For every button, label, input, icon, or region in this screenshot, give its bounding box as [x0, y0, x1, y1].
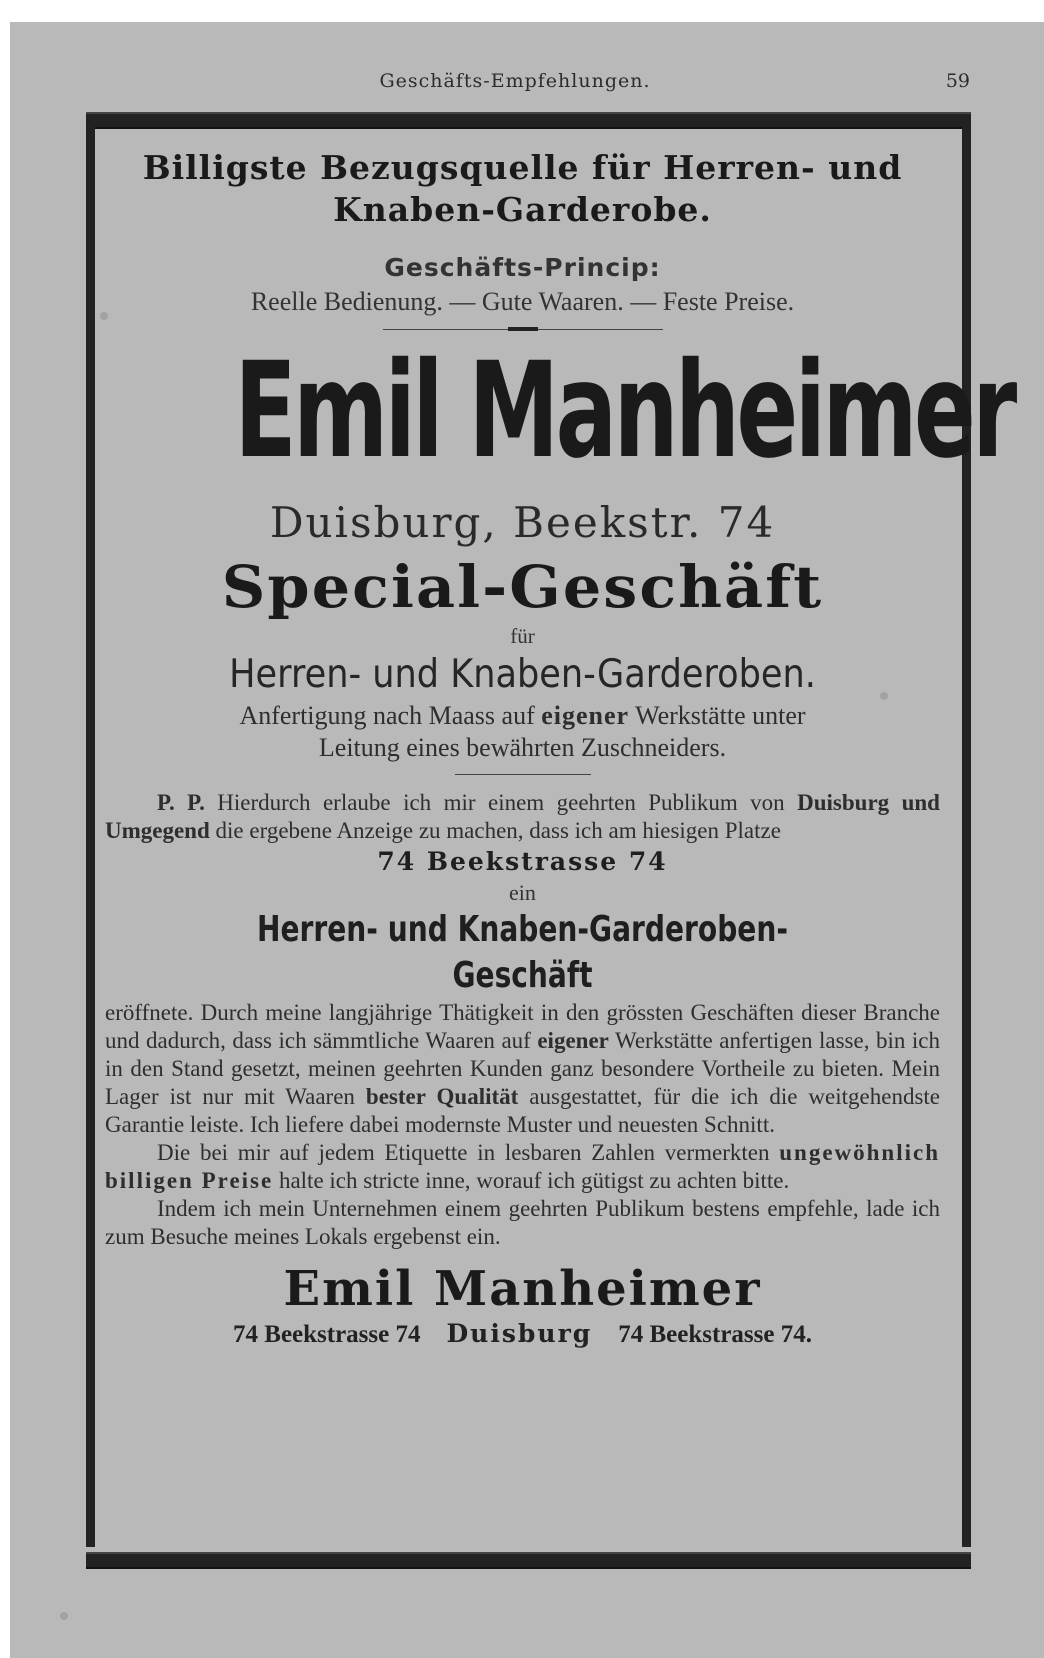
running-title: Geschäfts-Empfehlungen.: [379, 70, 651, 92]
business-address: Duisburg, Beekstr. 74: [269, 498, 776, 547]
shop-type-title: Herren- und Knaben-Garderoben-Geschäft: [257, 909, 788, 996]
letter-paragraph-3: [105, 1139, 940, 1195]
letter-text-1a: Hierdurch erlaube ich mir einem geehrten Publikum von: [204, 790, 798, 815]
section-divider: [455, 774, 591, 775]
city-name: Duisburg: [446, 1319, 593, 1348]
print-speck: [100, 312, 108, 320]
ornament-rule: [383, 329, 663, 330]
right-address: 74 Beekstrasse 74.: [618, 1321, 812, 1348]
letter-address: 74 Beekstrasse 74: [377, 847, 668, 876]
signature-address-line: [105, 1317, 940, 1352]
letter-text-3a: Die bei mir auf jedem Etiquette in lesbaren Zahlen vermerkten: [157, 1140, 780, 1165]
made-to-measure-line-1: [105, 700, 940, 732]
headline-line-2: Knaben-Garderobe.: [333, 190, 712, 229]
made-to-measure-line-2: Leitung eines bewährten Zuschneiders.: [318, 733, 727, 762]
letter-text-3c: halte ich stricte inne, worauf ich gütigst zu achten bitte.: [273, 1168, 790, 1193]
print-speck: [880, 692, 888, 700]
location-emphasis: Duisburg und Umgegend: [105, 790, 940, 843]
made-to-text-c: Werkstätte unter: [629, 701, 806, 730]
principle-title: Geschäfts-Princip:: [384, 253, 661, 282]
letter-paragraph-1: [105, 789, 940, 845]
for-label: für: [510, 624, 535, 648]
principle-text: Reelle Bedienung. — Gute Waaren. — Feste Preise.: [250, 287, 795, 316]
prices-emphasis: ungewöhnlich billigen Preise: [105, 1140, 940, 1193]
special-shop-title: Special-Geschäft: [221, 553, 824, 621]
print-speck: [60, 1612, 68, 1620]
bottom-border-rule: [86, 1552, 971, 1569]
own-workshop-emphasis: eigener: [537, 1028, 609, 1053]
advertisement: [105, 147, 1014, 1542]
business-name-large: Emil Manheimer: [234, 334, 1014, 488]
letter-ein: ein: [509, 880, 536, 905]
signature-name: Emil Manheimer: [283, 1261, 762, 1317]
made-to-text-a: Anfertigung nach Maass auf: [239, 701, 542, 730]
letter-text-2e: ausgestattet, für die ich die weitgehendste Garantie leiste. Ich liefere dabei modernste Muster und neuesten Schnitt.: [105, 1084, 940, 1137]
letter-text-2c: Werkstätte anfertigen lasse, bin ich in den Stand gesetzt, meinen geehrten Kunden ganz besondere Vortheile zu bieten. Mein Lager ist nur mit Waaren: [105, 1028, 941, 1109]
page-number: 59: [945, 70, 970, 92]
headline-line-1: Billigste Bezugsquelle für Herren- und: [142, 148, 903, 187]
letter-text-1c: die ergebene Anzeige zu machen, dass ich am hiesigen Platze: [209, 818, 781, 843]
letter-paragraph-2: [105, 999, 940, 1139]
made-to-emphasis: eigener: [541, 701, 630, 730]
category-title: Herren- und Knaben-Garderoben.: [229, 652, 816, 697]
letter-paragraph-4: Indem ich mein Unternehmen einem geehrten Publikum bestens empfehle, lade ich zum Besuche meines Lokals ergebenst ein.: [105, 1196, 940, 1249]
salutation: P. P.: [157, 790, 205, 815]
left-address: 74 Beekstrasse 74: [233, 1321, 421, 1348]
scanned-page: [10, 22, 1044, 1658]
quality-emphasis: bester Qualität: [365, 1084, 519, 1109]
letter-text-2a: eröffnete. Durch meine langjährige Thätigkeit in den grössten Geschäften dieser Branche und dadurch, dass ich sämmtliche Waaren auf: [105, 1000, 940, 1053]
running-head: [10, 70, 1020, 100]
announcement-letter: [105, 789, 940, 1251]
